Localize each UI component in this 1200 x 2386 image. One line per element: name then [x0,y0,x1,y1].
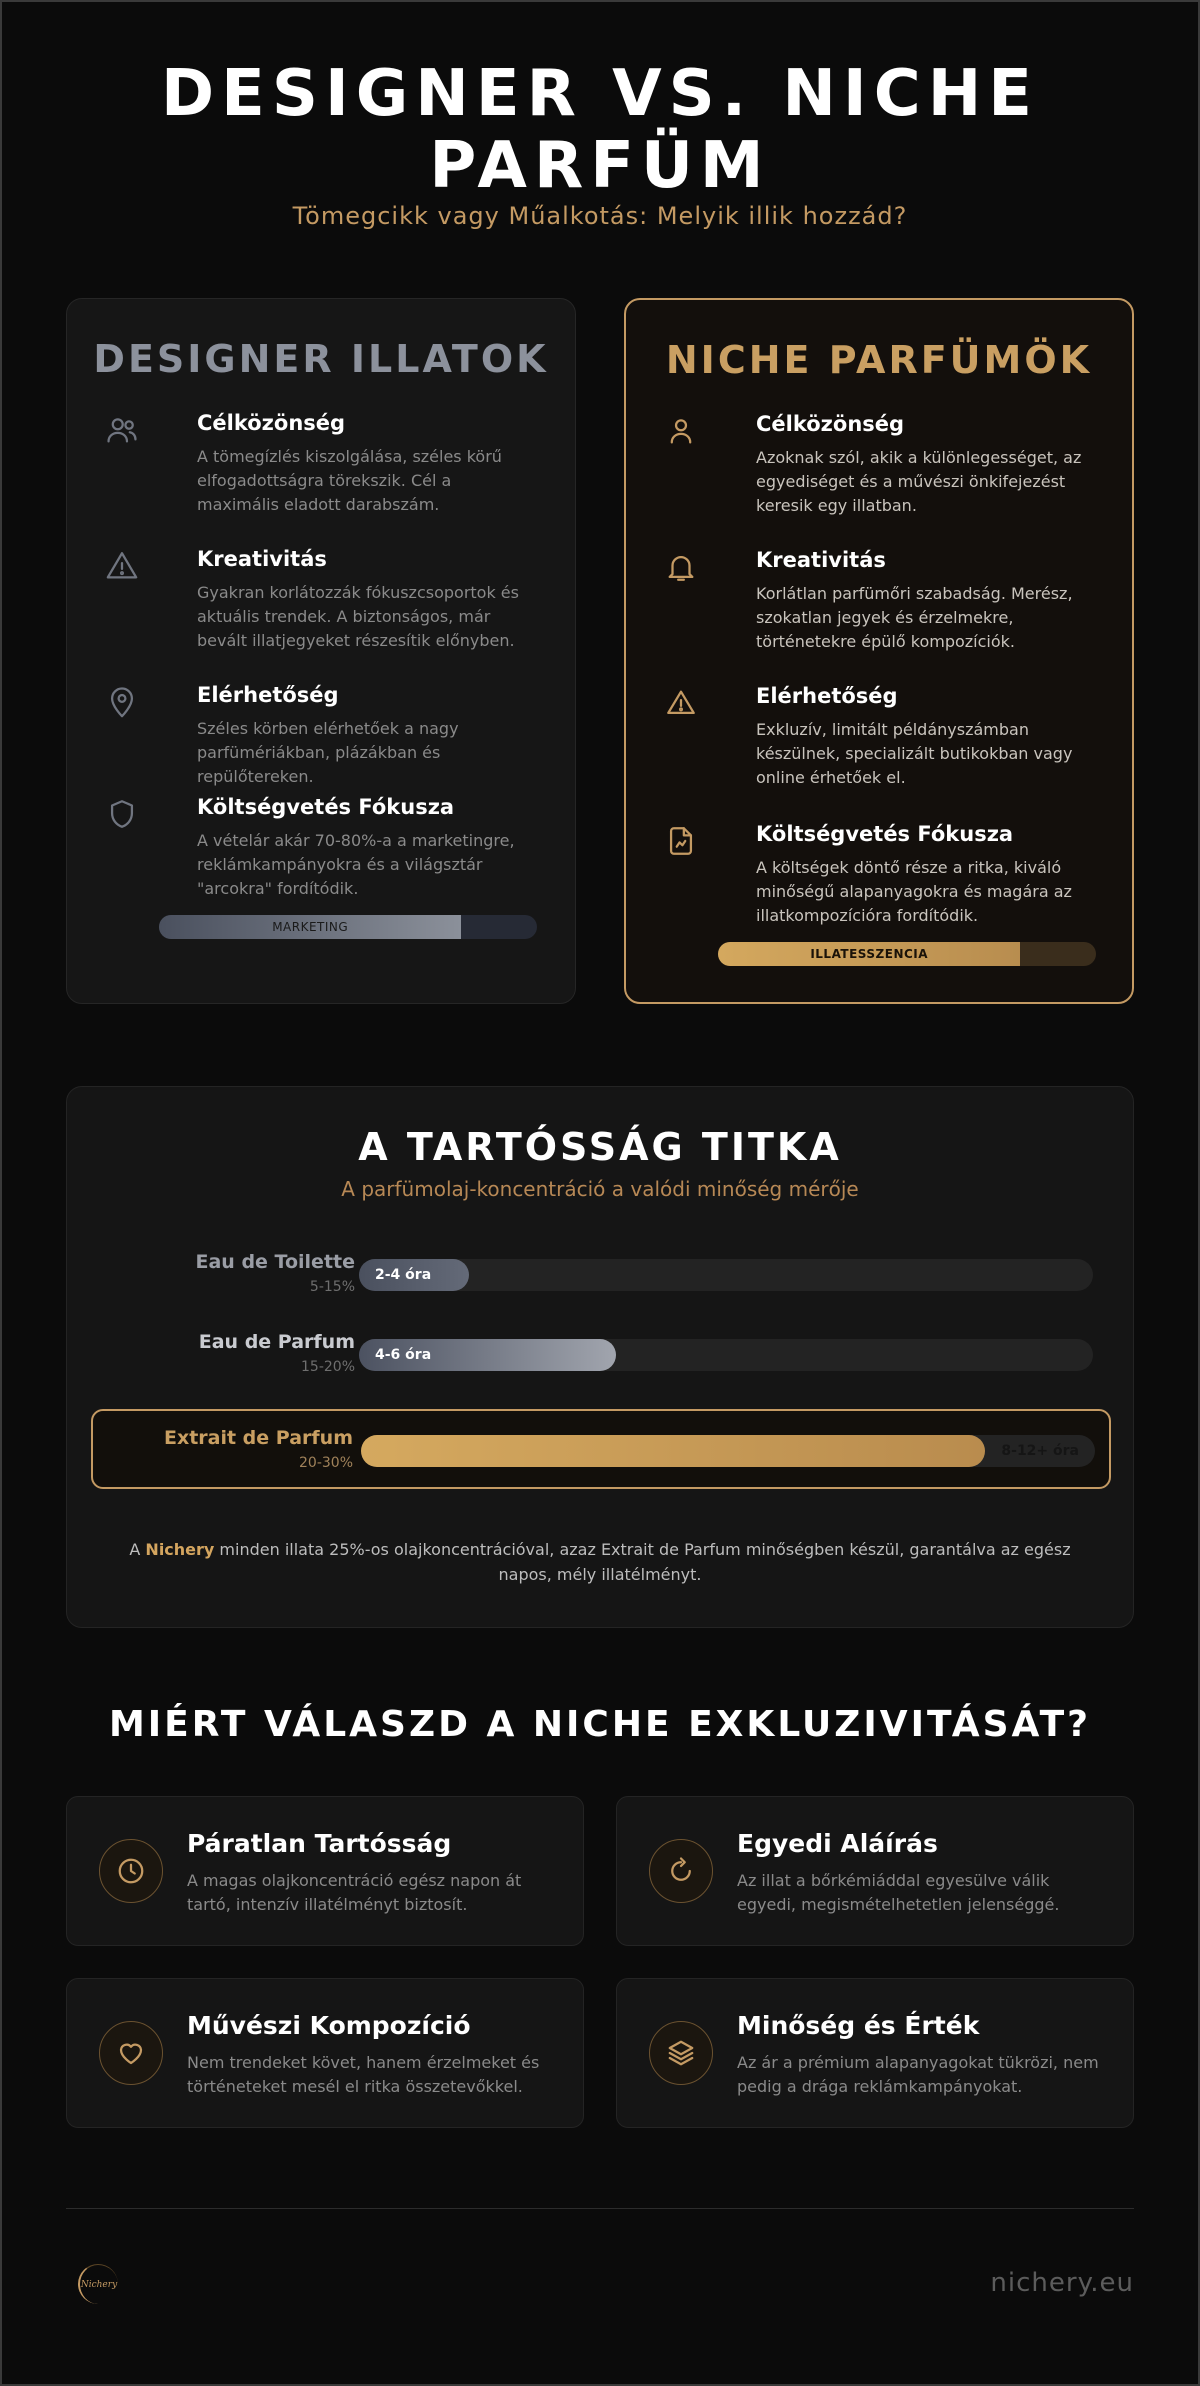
feature-desc: A vételár akár 70-80%-a a marketingre, reklámkampányokra és a világsztár "arcokra" fordítódik. [197,831,515,898]
designer-budget-bar-fill [159,915,461,939]
feature-desc: A költségek döntő része a ritka, kiváló minőségű alapanyagokra és magára az illatkompozícióra fordítódik. [756,858,1072,925]
longevity-title: A TARTÓSSÁG TITKA [358,1125,842,1169]
nichery-logo[interactable] [78,2264,118,2304]
longevity-fill [361,1435,985,1467]
designer-budget-bar [159,915,537,939]
site-link[interactable]: nichery.eu [990,2268,1134,2298]
layers-icon [649,2021,713,2085]
why-title: MIÉRT VÁLASZD A NICHE EXKLUZIVITÁSÁT? [108,1704,1092,1745]
niche-card-title: NICHE PARFÜMÖK [665,338,1093,382]
feature-desc: Azoknak szól, akik a különlegességet, az egyediséget és a művészi önkifejezést keresik egy illatban. [756,448,1082,515]
feature-title: Elérhetőség [756,684,898,708]
logo-text: Nichery [80,2279,118,2290]
why-card-longevity [66,1796,584,1946]
longevity-section [66,1086,1134,1628]
why-card-composition [66,1978,584,2128]
shield-icon [105,797,139,831]
feature-desc: Széles körben elérhetőek a nagy parfümériákban, plázákban és repülőtereken. [197,719,459,786]
concentration-row-edp [91,1315,1111,1395]
location-pin-icon [105,685,139,719]
feature-title: Költségvetés Fókusza [197,795,455,819]
why-card-title: Egyedi Aláírás [737,1829,938,1858]
page-title: DESIGNER VS. NICHE PARFÜM [161,57,1039,203]
footer-divider [66,2208,1134,2209]
niche-budget-bar-label: ILLATESSZENCIA [810,947,929,961]
designer-budget-bar-label: MARKETING [272,920,349,934]
longevity-track [359,1259,1093,1291]
niche-budget-bar-fill [718,942,1020,966]
refresh-icon [649,1839,713,1903]
why-card-signature [616,1796,1134,1946]
niche-card [624,298,1134,1004]
why-card-title: Művészi Kompozíció [187,2011,471,2040]
feature-desc: Exkluzív, limitált példányszámban készülnek, specializált butikokban vagy online érhetőek el. [756,720,1073,787]
longevity-subtitle: A parfümolaj-koncentráció a valódi minőség mérője [341,1177,859,1201]
feature-title: Kreativitás [756,548,886,572]
concentration-percent: 20-30% [299,1455,353,1471]
clock-icon [99,1839,163,1903]
warning-icon [105,549,139,583]
longevity-fill: 2-4 óra [359,1259,469,1291]
feature-desc: Gyakran korlátozzák fókuszcsoportok és aktuális trendek. A biztonságos, már bevált illatjegyeket részesítik előnyben. [197,583,519,650]
concentration-percent: 5-15% [309,1279,355,1295]
concentration-percent: 15-20% [301,1359,355,1375]
longevity-label: 8-12+ óra [1001,1443,1079,1459]
feature-title: Célközönség [756,412,905,436]
why-card-title: Minőség és Érték [737,2011,980,2040]
brand-name: Nichery [145,1540,215,1559]
heart-icon [99,2021,163,2085]
feature-title: Költségvetés Fókusza [756,822,1014,846]
note-prefix: A [129,1540,146,1559]
feature-title: Célközönség [197,411,346,435]
why-card-title: Páratlan Tartósság [187,1829,452,1858]
page-subtitle: Tömegcikk vagy Műalkotás: Melyik illik hozzád? [292,202,908,230]
concentration-name: Extrait de Parfum [163,1427,353,1449]
why-card-desc: A magas olajkoncentráció egész napon át tartó, intenzív illatélményt biztosít. [187,1871,522,1914]
document-chart-icon [664,824,698,858]
concentration-name: Eau de Toilette [195,1251,355,1273]
longevity-fill: 4-6 óra [359,1339,616,1371]
bell-icon [664,550,698,584]
users-icon [105,413,139,447]
longevity-track [359,1339,1093,1371]
why-card-quality [616,1978,1134,2128]
concentration-row-extrait [91,1409,1111,1489]
why-card-desc: Az illat a bőrkémiáddal egyesülve válik egyedi, megismételhetetlen jelenséggé. [737,1871,1060,1914]
longevity-note [127,1537,1073,1587]
why-card-desc: Az ár a prémium alapanyagokat tükrözi, nem pedig a drága reklámkampányokat. [737,2053,1099,2096]
designer-card-title: DESIGNER ILLATOK [93,337,549,381]
feature-title: Elérhetőség [197,683,339,707]
concentration-row-edt [91,1235,1111,1315]
niche-budget-bar [718,942,1096,966]
why-card-desc: Nem trendeket követ, hanem érzelmeket és történeteket mesél el ritka összetevőkkel. [187,2053,540,2096]
concentration-name: Eau de Parfum [198,1331,355,1353]
feature-desc: Korlátlan parfümőri szabadság. Merész, szokatlan jegyek és érzelmekre, történetekre épülő kompozíciók. [756,584,1073,651]
alert-triangle-icon [664,686,698,720]
user-icon [664,414,698,448]
note-suffix: minden illata 25%-os olajkoncentrációval, azaz Extrait de Parfum minőségben készül, garantálva az egész napos, mély illatélményt. [214,1540,1071,1584]
designer-card [66,298,576,1004]
feature-desc: A tömegízlés kiszolgálása, széles körű elfogadottságra törekszik. Cél a maximális eladott darabszám. [197,447,502,514]
longevity-track [361,1435,1095,1467]
feature-title: Kreativitás [197,547,327,571]
